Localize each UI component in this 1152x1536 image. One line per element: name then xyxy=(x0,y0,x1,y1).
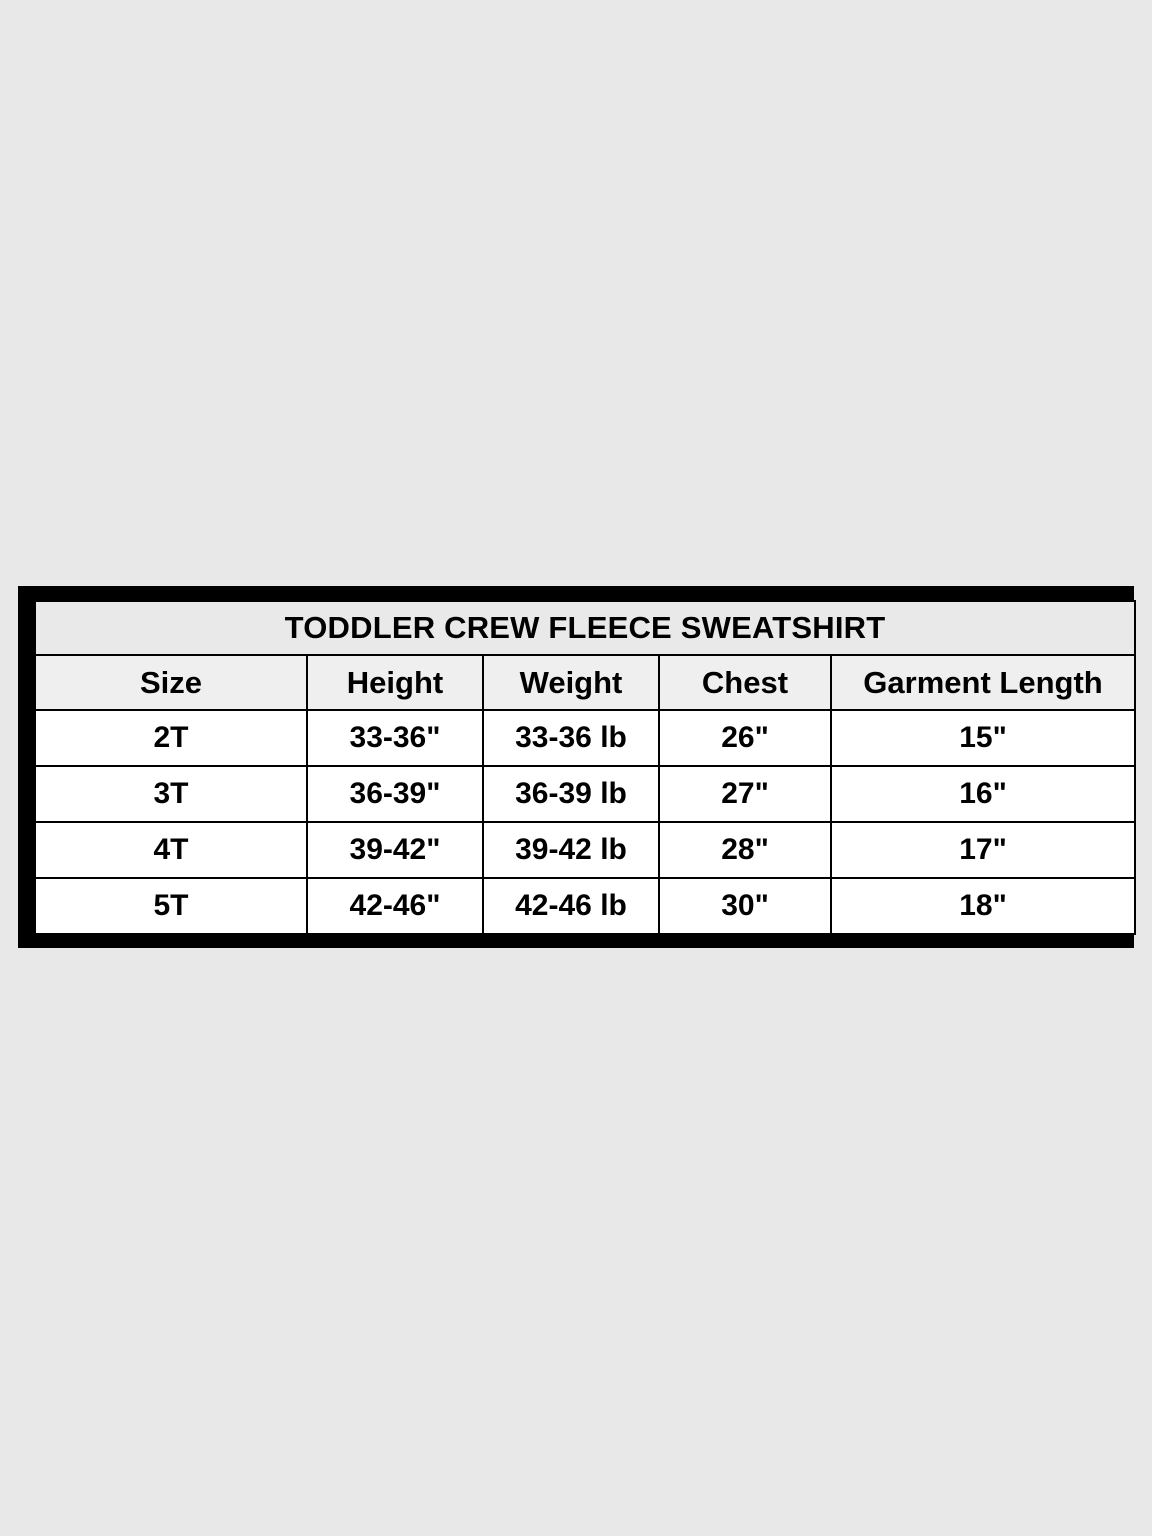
table-row xyxy=(35,766,1135,822)
table-row xyxy=(35,878,1135,934)
table-row xyxy=(35,710,1135,766)
cell-garment-length: 16" xyxy=(831,766,1135,822)
chart-header-row xyxy=(35,655,1135,710)
cell-height: 39-42" xyxy=(307,822,483,878)
size-chart-table xyxy=(34,600,1136,935)
cell-height: 42-46" xyxy=(307,878,483,934)
cell-weight: 42-46 lb xyxy=(483,878,659,934)
size-chart-container xyxy=(18,586,1134,948)
cell-weight: 36-39 lb xyxy=(483,766,659,822)
cell-chest: 26" xyxy=(659,710,831,766)
cell-chest: 28" xyxy=(659,822,831,878)
cell-garment-length: 15" xyxy=(831,710,1135,766)
cell-size: 4T xyxy=(35,822,307,878)
chart-title: TODDLER CREW FLEECE SWEATSHIRT xyxy=(35,601,1135,655)
column-header-weight: Weight xyxy=(483,655,659,710)
cell-size: 3T xyxy=(35,766,307,822)
cell-garment-length: 18" xyxy=(831,878,1135,934)
cell-chest: 27" xyxy=(659,766,831,822)
column-header-height: Height xyxy=(307,655,483,710)
table-row xyxy=(35,822,1135,878)
cell-size: 2T xyxy=(35,710,307,766)
cell-chest: 30" xyxy=(659,878,831,934)
chart-title-row xyxy=(35,601,1135,655)
cell-height: 33-36" xyxy=(307,710,483,766)
column-header-garment-length: Garment Length xyxy=(831,655,1135,710)
cell-garment-length: 17" xyxy=(831,822,1135,878)
cell-weight: 39-42 lb xyxy=(483,822,659,878)
column-header-chest: Chest xyxy=(659,655,831,710)
cell-size: 5T xyxy=(35,878,307,934)
column-header-size: Size xyxy=(35,655,307,710)
cell-height: 36-39" xyxy=(307,766,483,822)
cell-weight: 33-36 lb xyxy=(483,710,659,766)
